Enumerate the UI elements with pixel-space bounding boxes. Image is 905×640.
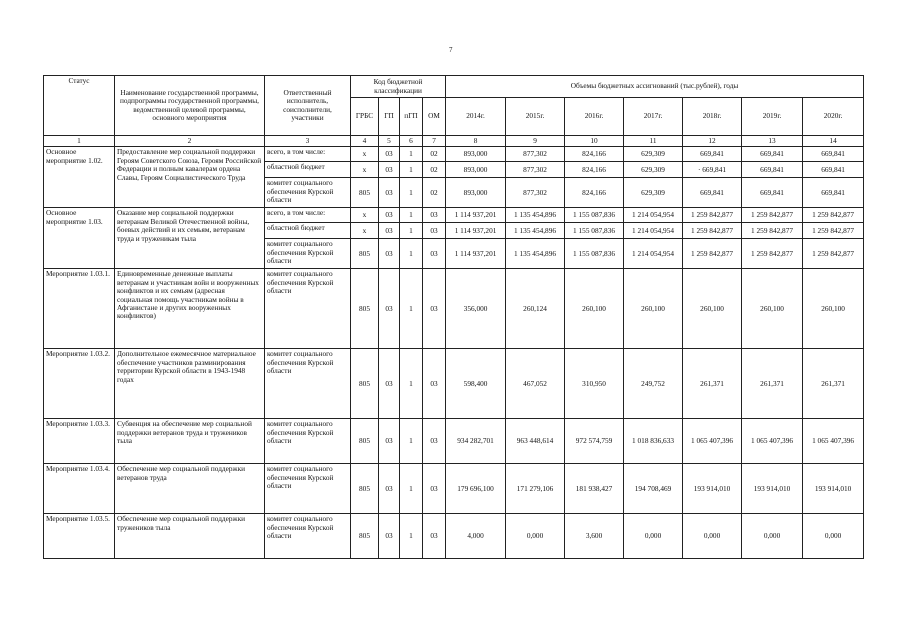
cell-om: 03 <box>423 464 446 514</box>
cell-value: 249,752 <box>624 349 683 419</box>
cell-value: 260,124 <box>506 269 565 349</box>
cell-grbs: 805 <box>351 269 379 349</box>
cell-value: 1 065 407,396 <box>803 419 864 464</box>
column-index-4: 5 <box>379 136 400 147</box>
cell-value: 0,000 <box>803 514 864 559</box>
table-row <box>44 419 864 464</box>
cell-pgp: 1 <box>400 464 423 514</box>
cell-value: 261,371 <box>683 349 742 419</box>
header-code-1: ГП <box>379 98 400 136</box>
cell-value: 1 155 087,836 <box>565 223 624 239</box>
cell-value: 893,000 <box>446 178 506 208</box>
cell-gp: 03 <box>379 514 400 559</box>
cell-grbs: 805 <box>351 349 379 419</box>
row-status: Мероприятие 1.03.5. <box>44 514 115 559</box>
header-budget-code: Код бюджетной классификации <box>351 76 446 98</box>
row-name: Субвенция на обеспечение мер социальной поддержки ветеранов труда и тружеников тыла <box>115 419 265 464</box>
header-year-1: 2015г. <box>506 98 565 136</box>
cell-value: 1 259 842,877 <box>803 208 864 223</box>
cell-om: 02 <box>423 178 446 208</box>
cell-grbs: 805 <box>351 178 379 208</box>
cell-value: 669,841 <box>742 162 803 178</box>
cell-value: 1 214 054,954 <box>624 239 683 269</box>
cell-value: 1 259 842,877 <box>803 239 864 269</box>
cell-om: 03 <box>423 239 446 269</box>
cell-value: 824,166 <box>565 178 624 208</box>
row-executor: комитет социального обеспечения Курской области <box>265 239 351 269</box>
cell-value: 877,302 <box>506 147 565 162</box>
cell-value: 877,302 <box>506 162 565 178</box>
cell-value: 260,100 <box>742 269 803 349</box>
cell-value: 824,166 <box>565 162 624 178</box>
cell-value: 1 114 937,201 <box>446 208 506 223</box>
cell-value: 1 114 937,201 <box>446 223 506 239</box>
cell-value: · 669,841 <box>683 162 742 178</box>
cell-value: 972 574,759 <box>565 419 624 464</box>
cell-pgp: 1 <box>400 349 423 419</box>
cell-value: 0,000 <box>624 514 683 559</box>
cell-gp: 03 <box>379 223 400 239</box>
cell-value: 0,000 <box>683 514 742 559</box>
table-row <box>44 514 864 559</box>
cell-value: 669,841 <box>803 147 864 162</box>
column-index-3: 4 <box>351 136 379 147</box>
cell-grbs: 805 <box>351 514 379 559</box>
cell-value: 629,309 <box>624 178 683 208</box>
row-name: Оказание мер социальной поддержки ветеранам Великой Отечественной войны, боевых действий и их семьям, ветеранам труда и труженикам тыла <box>115 208 265 269</box>
table-row <box>44 464 864 514</box>
cell-gp: 03 <box>379 162 400 178</box>
cell-value: 3,600 <box>565 514 624 559</box>
cell-value: 356,000 <box>446 269 506 349</box>
cell-value: 1 259 842,877 <box>803 223 864 239</box>
cell-value: 629,309 <box>624 162 683 178</box>
cell-value: 669,841 <box>742 147 803 162</box>
cell-value: 260,100 <box>683 269 742 349</box>
header-code-3: ОМ <box>423 98 446 136</box>
table-row <box>44 208 864 223</box>
row-name: Дополнительное ежемесячное материальное обеспечение участников разминирования территории Курской области в 1943-1948 годах <box>115 349 265 419</box>
cell-value: 1 259 842,877 <box>742 223 803 239</box>
cell-gp: 03 <box>379 269 400 349</box>
row-status: Мероприятие 1.03.4. <box>44 464 115 514</box>
cell-value: 824,166 <box>565 147 624 162</box>
header-year-2: 2016г. <box>565 98 624 136</box>
row-status: Мероприятие 1.03.2. <box>44 349 115 419</box>
row-executor: комитет социального обеспечения Курской области <box>265 349 351 419</box>
cell-grbs: x <box>351 223 379 239</box>
column-index-2: 3 <box>265 136 351 147</box>
cell-value: 963 448,614 <box>506 419 565 464</box>
cell-value: 1 259 842,877 <box>683 223 742 239</box>
row-executor: комитет социального обеспечения Курской области <box>265 464 351 514</box>
column-index-8: 9 <box>506 136 565 147</box>
cell-value: 1 135 454,896 <box>506 223 565 239</box>
header-volumes: Объемы бюджетных ассигнований (тыс.рублей), годы <box>446 76 864 98</box>
row-executor: областной бюджет <box>265 162 351 178</box>
cell-gp: 03 <box>379 419 400 464</box>
cell-pgp: 1 <box>400 269 423 349</box>
cell-value: 669,841 <box>683 147 742 162</box>
cell-value: 260,100 <box>565 269 624 349</box>
cell-value: 934 282,701 <box>446 419 506 464</box>
column-index-11: 12 <box>683 136 742 147</box>
cell-value: 1 155 087,836 <box>565 208 624 223</box>
cell-value: 1 135 454,896 <box>506 239 565 269</box>
column-index-5: 6 <box>400 136 423 147</box>
column-index-0: 1 <box>44 136 115 147</box>
row-executor: областной бюджет <box>265 223 351 239</box>
row-status: Основное мероприятие 1.03. <box>44 208 115 269</box>
column-index-9: 10 <box>565 136 624 147</box>
cell-grbs: x <box>351 208 379 223</box>
cell-value: 261,371 <box>742 349 803 419</box>
cell-gp: 03 <box>379 239 400 269</box>
column-index-12: 13 <box>742 136 803 147</box>
row-name: Предоставление мер социальной поддержки Героям Советского Союза, Героям Российской Федерации и полным кавалерам ордена Славы, Героям Социалистического Труда <box>115 147 265 208</box>
cell-value: 1 065 407,396 <box>683 419 742 464</box>
row-status: Основное мероприятие 1.02. <box>44 147 115 208</box>
column-index-10: 11 <box>624 136 683 147</box>
table-row <box>44 269 864 349</box>
cell-grbs: x <box>351 147 379 162</box>
cell-pgp: 1 <box>400 514 423 559</box>
cell-value: 4,000 <box>446 514 506 559</box>
row-executor: комитет социального обеспечения Курской области <box>265 419 351 464</box>
column-index-13: 14 <box>803 136 864 147</box>
cell-gp: 03 <box>379 178 400 208</box>
page-number: 7 <box>449 46 453 54</box>
cell-pgp: 1 <box>400 162 423 178</box>
cell-value: 1 259 842,877 <box>742 208 803 223</box>
column-index-7: 8 <box>446 136 506 147</box>
cell-value: 629,309 <box>624 147 683 162</box>
cell-om: 03 <box>423 223 446 239</box>
cell-grbs: x <box>351 162 379 178</box>
cell-grbs: 805 <box>351 419 379 464</box>
table-row <box>44 349 864 419</box>
cell-om: 03 <box>423 269 446 349</box>
cell-value: 1 259 842,877 <box>683 239 742 269</box>
cell-pgp: 1 <box>400 178 423 208</box>
cell-value: 310,950 <box>565 349 624 419</box>
cell-value: 1 259 842,877 <box>742 239 803 269</box>
header-status: Статус <box>44 76 115 136</box>
cell-om: 03 <box>423 208 446 223</box>
cell-value: 598,400 <box>446 349 506 419</box>
cell-gp: 03 <box>379 349 400 419</box>
cell-pgp: 1 <box>400 208 423 223</box>
cell-value: 669,841 <box>742 178 803 208</box>
cell-value: 1 259 842,877 <box>683 208 742 223</box>
cell-value: 194 708,469 <box>624 464 683 514</box>
cell-gp: 03 <box>379 464 400 514</box>
cell-value: 669,841 <box>803 178 864 208</box>
cell-om: 03 <box>423 349 446 419</box>
row-name: Обеспечение мер социальной поддержки тружеников тыла <box>115 514 265 559</box>
cell-value: 171 279,106 <box>506 464 565 514</box>
row-executor: всего, в том числе: <box>265 147 351 162</box>
header-year-3: 2017г. <box>624 98 683 136</box>
header-code-0: ГРБС <box>351 98 379 136</box>
row-status: Мероприятие 1.03.1. <box>44 269 115 349</box>
row-name: Единовременные денежные выплаты ветеранам и участникам войн и вооруженных конфликтов и их семьям (адресная социальная помощь участникам войны в Афганистане и других вооруженных конфликтов) <box>115 269 265 349</box>
column-index-1: 2 <box>115 136 265 147</box>
row-executor: комитет социального обеспечения Курской области <box>265 514 351 559</box>
column-index-6: 7 <box>423 136 446 147</box>
cell-value: 893,000 <box>446 162 506 178</box>
cell-value: 0,000 <box>742 514 803 559</box>
cell-value: 1 114 937,201 <box>446 239 506 269</box>
header-year-0: 2014г. <box>446 98 506 136</box>
cell-value: 193 914,010 <box>742 464 803 514</box>
row-status: Мероприятие 1.03.3. <box>44 419 115 464</box>
header-year-4: 2018г. <box>683 98 742 136</box>
cell-grbs: 805 <box>351 464 379 514</box>
cell-value: 260,100 <box>803 269 864 349</box>
cell-value: 467,052 <box>506 349 565 419</box>
row-name: Обеспечение мер социальной поддержки ветеранов труда <box>115 464 265 514</box>
cell-pgp: 1 <box>400 419 423 464</box>
cell-value: 1 018 836,633 <box>624 419 683 464</box>
cell-pgp: 1 <box>400 223 423 239</box>
cell-grbs: 805 <box>351 239 379 269</box>
header-year-5: 2019г. <box>742 98 803 136</box>
cell-pgp: 1 <box>400 147 423 162</box>
cell-value: 669,841 <box>803 162 864 178</box>
cell-value: 193 914,010 <box>803 464 864 514</box>
cell-gp: 03 <box>379 208 400 223</box>
cell-value: 1 155 087,836 <box>565 239 624 269</box>
row-executor: комитет социального обеспечения Курской области <box>265 178 351 208</box>
cell-value: 893,000 <box>446 147 506 162</box>
header-code-2: пГП <box>400 98 423 136</box>
cell-value: 1 214 054,954 <box>624 223 683 239</box>
cell-om: 02 <box>423 147 446 162</box>
cell-gp: 03 <box>379 147 400 162</box>
cell-value: 1 135 454,896 <box>506 208 565 223</box>
cell-value: 877,302 <box>506 178 565 208</box>
cell-om: 03 <box>423 514 446 559</box>
cell-value: 179 696,100 <box>446 464 506 514</box>
header-executor: Ответственный исполнитель, соисполнители, участники <box>265 76 351 136</box>
row-executor: всего, в том числе: <box>265 208 351 223</box>
cell-value: 1 065 407,396 <box>742 419 803 464</box>
cell-value: 193 914,010 <box>683 464 742 514</box>
budget-table <box>43 75 864 559</box>
cell-value: 261,371 <box>803 349 864 419</box>
cell-pgp: 1 <box>400 239 423 269</box>
cell-value: 181 938,427 <box>565 464 624 514</box>
cell-value: 260,100 <box>624 269 683 349</box>
header-year-6: 2020г. <box>803 98 864 136</box>
cell-value: 1 214 054,954 <box>624 208 683 223</box>
cell-value: 669,841 <box>683 178 742 208</box>
header-name: Наименование государственной программы, подпрограммы государственной программы, ведомственной целевой программы, основного мероприятия <box>115 76 265 136</box>
row-executor: комитет социального обеспечения Курской области <box>265 269 351 349</box>
cell-om: 03 <box>423 419 446 464</box>
table-row <box>44 147 864 162</box>
cell-value: 0,000 <box>506 514 565 559</box>
cell-om: 02 <box>423 162 446 178</box>
